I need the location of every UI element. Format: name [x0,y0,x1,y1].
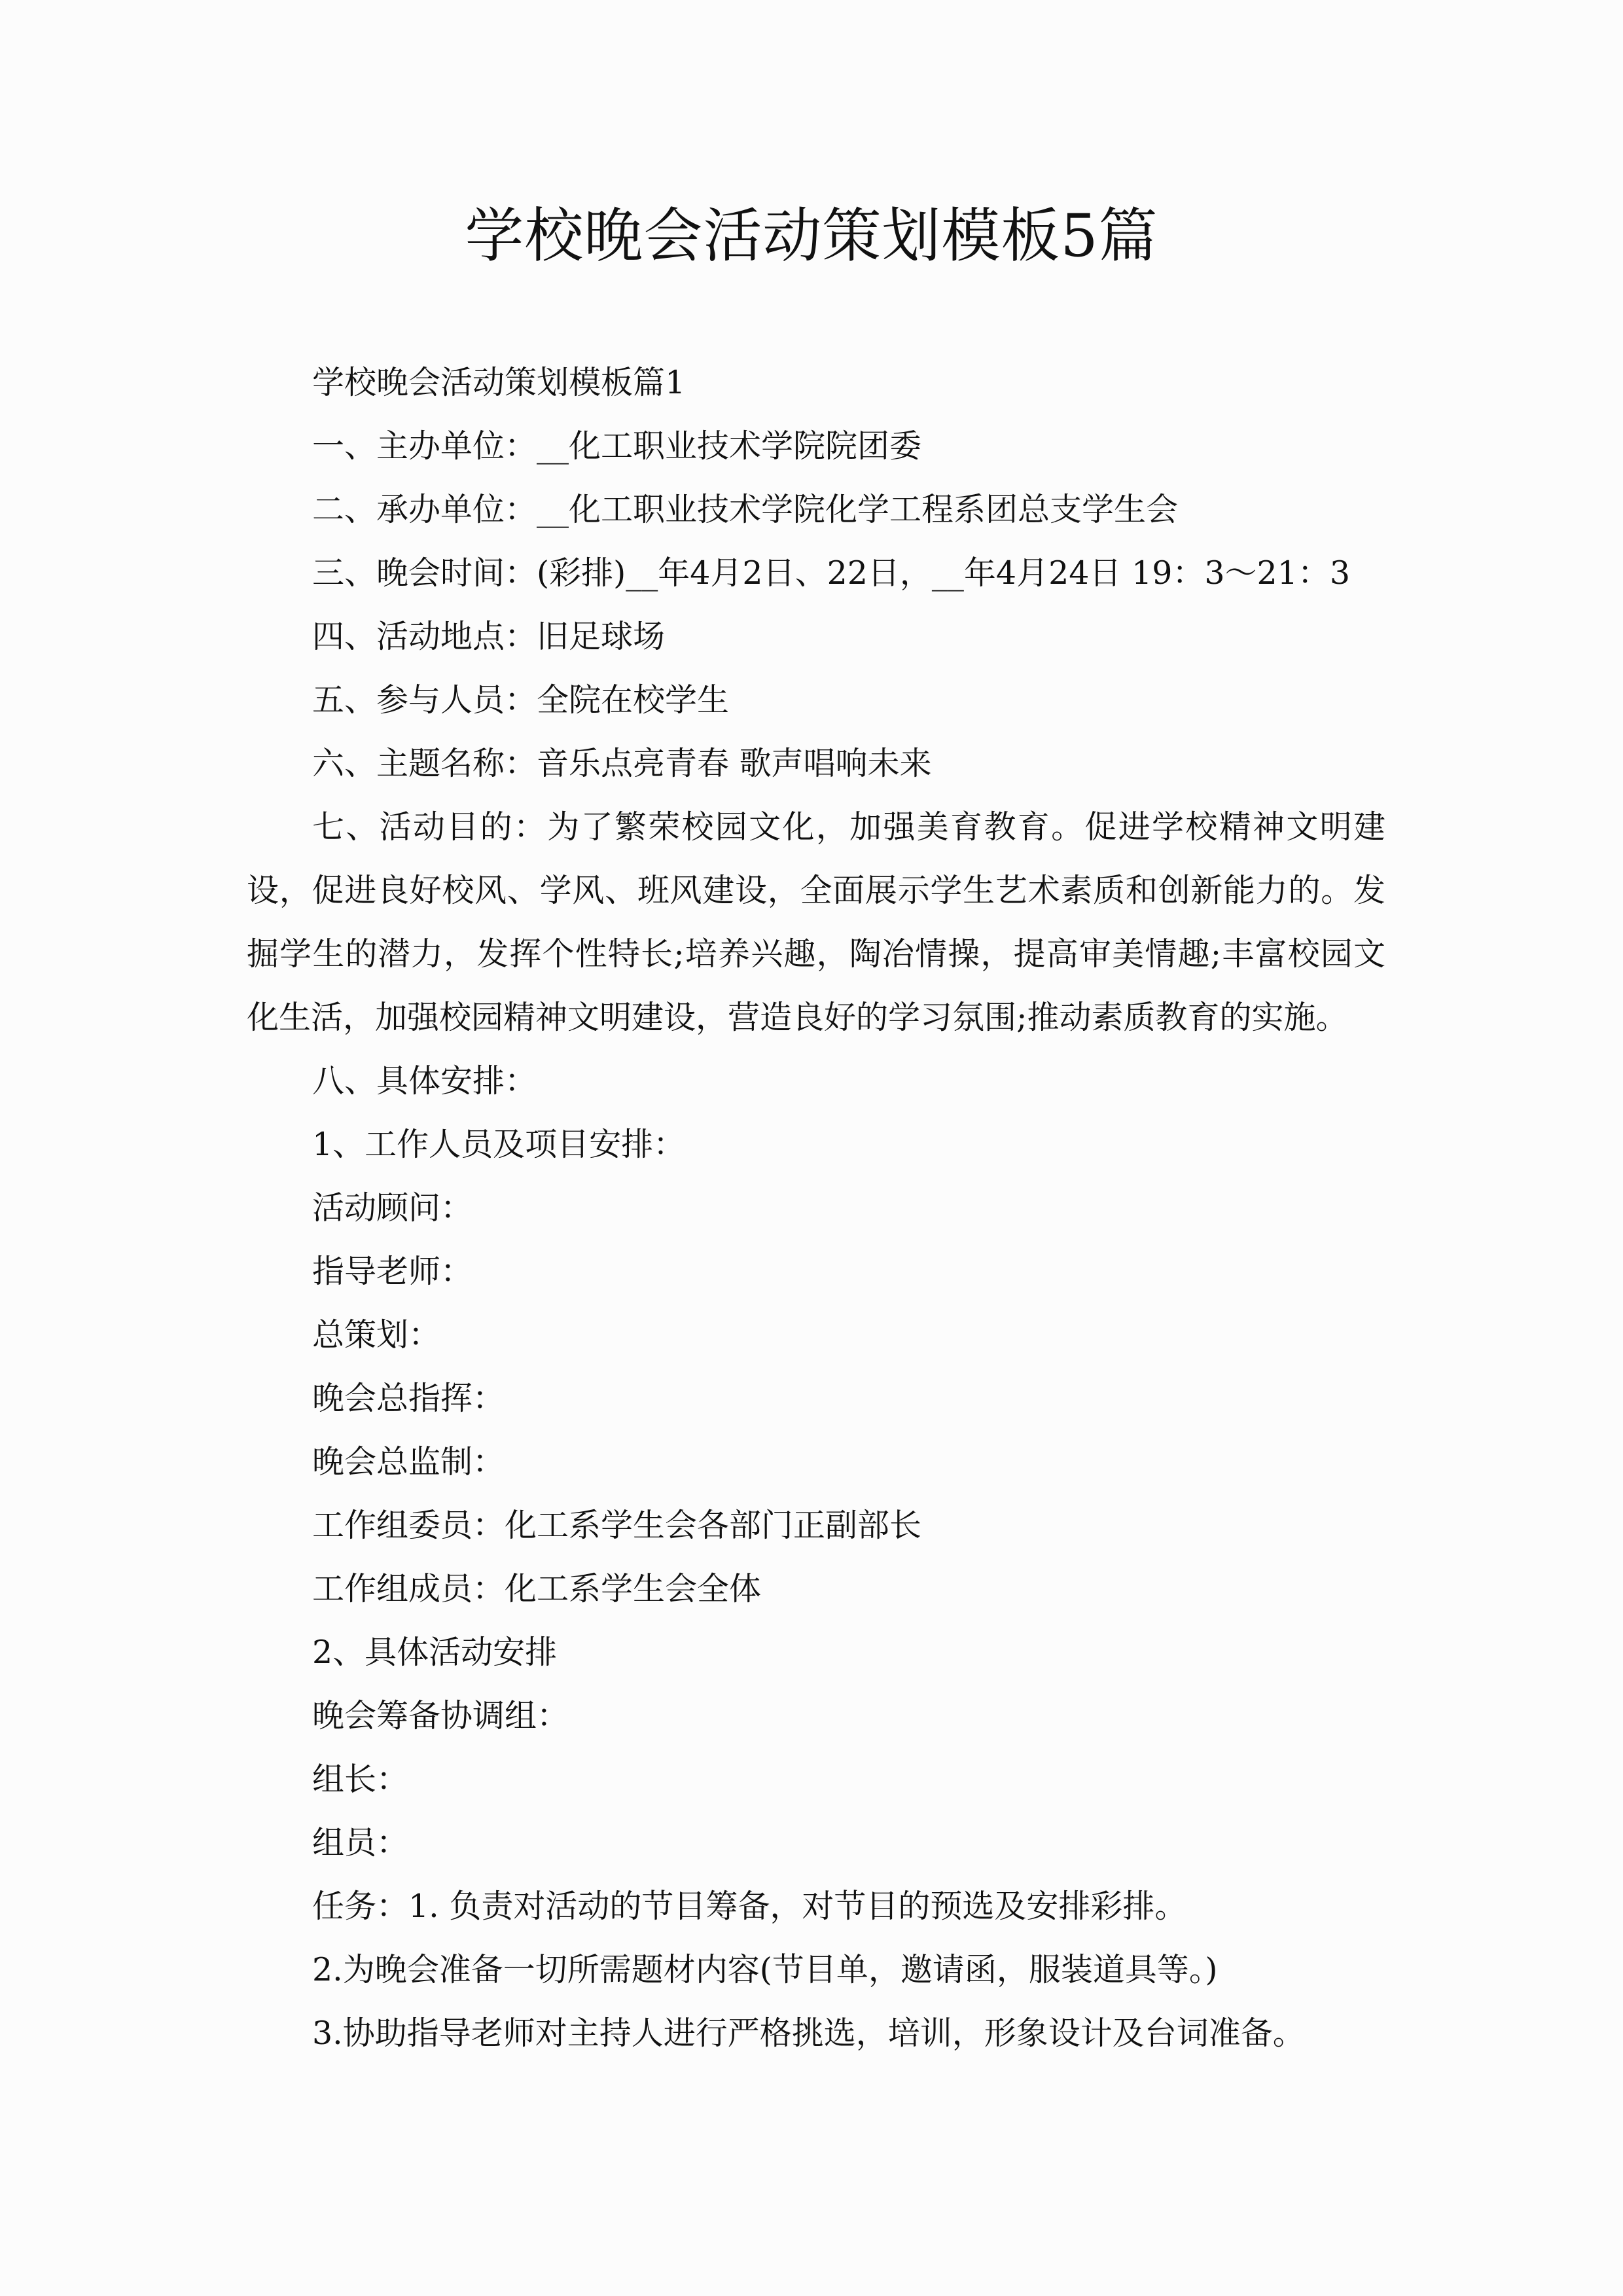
paragraph-instructor: 指导老师： [312,1253,473,1290]
paragraph-group-leader: 组长： [312,1761,409,1798]
paragraph-participants: 五、参与人员：全院在校学生 [312,681,730,719]
paragraph-advisor: 活动顾问： [312,1189,473,1227]
paragraph-event-time: 三、晚会时间：(彩排)__年4月2日、22日，__年4月24日 19：3～21：3 [312,554,1351,592]
paragraph-co-organizer: 二、承办单位：__化工职业技术学院化学工程系团总支学生会 [312,491,1179,528]
paragraph-purpose: 七、活动目的：为了繁荣校园文化，加强美育教育。促进学校精神文明建设，促进良好校风、学风、班风建设，全面展示学生艺术素质和创新能力的。发掘学生的潜力，发挥个性特长;培养兴趣，陶冶情操，提高审美情趣;丰富校园文化生活，加强校园精神文明建设，营造良好的学习氛围;推动素质教育的实施。 [247,808,1385,1036]
paragraph-task-2: 2.为晚会准备一切所需题材内容(节目单，邀请函，服装道具等。) [312,1951,1218,1988]
paragraph-arrangement-heading: 八、具体安排： [312,1062,537,1100]
paragraph-organizer: 一、主办单位：__化工职业技术学院院团委 [312,427,922,465]
paragraph-activity-heading: 2、具体活动安排 [312,1634,558,1671]
document-title: 学校晚会活动策划模板5篇 [465,202,1158,270]
paragraph-chief-director: 晚会总指挥： [312,1380,505,1417]
paragraph-team-members: 工作组成员：化工系学生会全体 [312,1570,762,1607]
paragraph-group-members: 组员： [312,1824,409,1861]
section-heading: 学校晚会活动策划模板篇1 [312,364,686,401]
paragraph-chief-planner: 总策划： [312,1316,441,1354]
paragraph-staff-heading: 1、工作人员及项目安排： [312,1126,686,1163]
paragraph-theme: 六、主题名称：音乐点亮青春 歌声唱响未来 [312,745,932,782]
paragraph-task-1: 任务：1. 负责对活动的节目筹备，对节目的预选及安排彩排。 [312,1888,1187,1925]
paragraph-committee-members: 工作组委员：化工系学生会各部门正副部长 [312,1507,922,1544]
paragraph-chief-supervisor: 晚会总监制： [312,1443,505,1480]
document-body [247,351,1385,2065]
paragraph-coordination-group: 晚会筹备协调组： [312,1697,569,1734]
paragraph-task-3: 3.协助指导老师对主持人进行严格挑选，培训，形象设计及台词准备。 [312,2015,1305,2052]
paragraph-venue: 四、活动地点：旧足球场 [312,618,666,655]
